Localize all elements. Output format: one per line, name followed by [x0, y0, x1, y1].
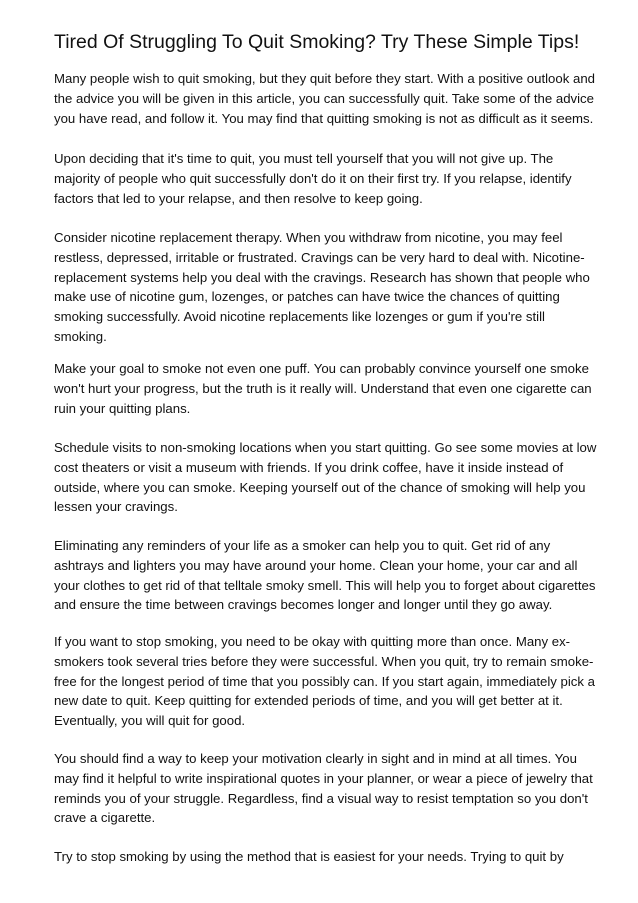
text-line: If you want to stop smoking, you need to be okay with quitting more than once. Many ex- [54, 634, 571, 649]
paragraph-intro [54, 69, 595, 128]
text-line: Many people wish to quit smoking, but they quit before they start. With a positive outlook and [54, 71, 595, 86]
text-line: restless, depressed, irritable or frustrated. Cravings can be very hard to deal with. Nicotine- [54, 249, 585, 265]
text-line: Eliminating any reminders of your life as a smoker can help you to quit. Get rid of any [54, 538, 551, 553]
text-line: the advice you will be given in this article, you can successfully quit. Take some of the advice [54, 90, 594, 106]
text-line: won't hurt your progress, but the truth is it really will. Understand that even one cigarette can [54, 380, 592, 396]
text-line: smokers took several tries before they were successful. When you quit, try to remain smoke- [54, 653, 594, 669]
text-line: factors that led to your relapse, and then resolve to keep going. [54, 190, 423, 206]
text-line: outside, where you can smoke. Keeping yourself out of the chance of smoking will help you [54, 479, 586, 495]
text-line: replacement systems help you deal with the cravings. Research has shown that people who [54, 269, 590, 285]
text-line: you have read, and follow it. You may find that quitting smoking is not as difficult as it seems. [54, 110, 594, 126]
page-title: Tired Of Struggling To Quit Smoking? Try These Simple Tips! [54, 31, 580, 53]
text-line: and ensure the time between cravings becomes longer and longer until they go away. [54, 597, 553, 613]
text-line: Make your goal to smoke not even one puff. You can probably convince yourself one smoke [54, 361, 589, 376]
text-line: Upon deciding that it's time to quit, you must tell yourself that you will not give up. The [54, 151, 554, 166]
text-line: free for the longest period of time that you possibly can. If you start again, immediately pick a [54, 673, 595, 689]
text-line: smoking. [54, 328, 107, 344]
text-line: ashtrays and lighters you may have around your home. Clean your home, your car and all [54, 557, 578, 573]
paragraph-dont-give-up [54, 149, 572, 208]
text-line: new date to quit. Keep quitting for extended periods of time, and you will get better at it. [54, 693, 563, 709]
text-line: Eventually, you will quit for good. [54, 713, 246, 729]
text-line: may find it helpful to write inspirational quotes in your planner, or wear a piece of jewelry that [54, 770, 593, 786]
text-line: lessen your cravings. [54, 499, 178, 515]
paragraph-not-one-puff [54, 359, 592, 418]
text-line: majority of people who quit successfully don't do it on their first try. If you relapse, identify [54, 170, 572, 186]
text-line: Consider nicotine replacement therapy. When you withdraw from nicotine, you may feel [54, 230, 563, 245]
text-line: cost theaters or visit a museum with friends. If you drink coffee, have it inside instead of [54, 459, 564, 475]
text-line: Schedule visits to non-smoking locations when you start quitting. Go see some movies at low [54, 440, 597, 455]
text-line: You should find a way to keep your motivation clearly in sight and in mind at all times. You [54, 751, 577, 766]
text-line: Try to stop smoking by using the method that is easiest for your needs. Trying to quit by [54, 849, 564, 864]
text-line: smoking successfully. Avoid nicotine replacements like lozenges or gum if you're still [54, 309, 545, 325]
text-line: ruin your quitting plans. [54, 400, 191, 416]
paragraph-nicotine-replacement [54, 228, 590, 347]
paragraph-easiest-method [54, 847, 564, 867]
paragraph-motivation [54, 749, 593, 828]
text-line: make use of nicotine gum, lozenges, or patches can have twice the chances of quitting [54, 289, 560, 305]
text-line: reminds you of your struggle. Regardless, find a visual way to resist temptation so you don't [54, 790, 588, 806]
paragraph-quit-more-than-once [54, 632, 595, 731]
paragraph-eliminate-reminders [54, 536, 595, 615]
text-line: your clothes to get rid of that telltale smoky smell. This will help you to forget about cigarettes [54, 577, 596, 593]
paragraph-non-smoking-locations [54, 438, 596, 517]
text-line: crave a cigarette. [54, 810, 156, 826]
